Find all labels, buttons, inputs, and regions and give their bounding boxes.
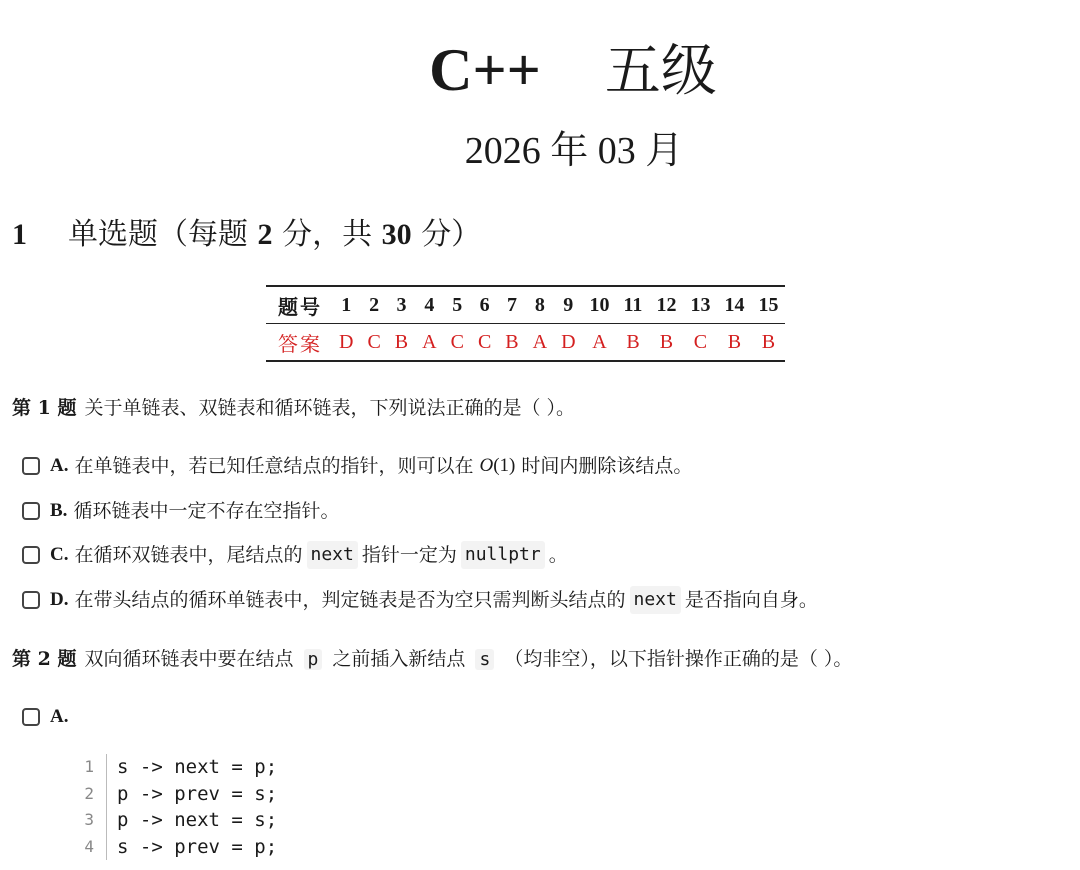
answer-cell: B: [717, 324, 751, 362]
question-1-label: 第 1 题: [12, 397, 77, 419]
question-number: 9: [554, 286, 582, 324]
code-text: p -> next = s;: [106, 807, 277, 834]
question-number: 13: [683, 286, 717, 324]
code-text: s -> prev = p;: [106, 834, 277, 861]
question-1-stem: [12, 394, 575, 422]
answer-cell: C: [683, 324, 717, 362]
checkbox[interactable]: [22, 502, 40, 520]
answer-cell: B: [751, 324, 785, 362]
answer-cell: A: [526, 324, 554, 362]
question-number: 10: [583, 286, 617, 324]
inline-code: s: [475, 649, 494, 670]
question-2-stem: 第 2 题 双向循环链表中要在结点 p 之前插入新结点 s （均非空），以下指针操作正确的是（ ）。: [12, 648, 853, 670]
code-line: [70, 781, 277, 808]
exam-language: C++: [429, 37, 541, 103]
question-number: 11: [617, 286, 650, 324]
code-text: s -> next = p;: [106, 754, 277, 781]
answer-cell: B: [649, 324, 683, 362]
question-number: 12: [649, 286, 683, 324]
question-number: 6: [471, 286, 498, 324]
question-number: 8: [526, 286, 554, 324]
answer-cell: D: [332, 324, 360, 362]
code-line: [70, 807, 277, 834]
code-text: p -> prev = s;: [106, 781, 277, 808]
answer-cell: A: [415, 324, 443, 362]
answer-cell: B: [498, 324, 525, 362]
section-number: 1: [12, 218, 27, 251]
answer-cell: A: [583, 324, 617, 362]
answer-table-answer-row: [266, 324, 785, 362]
q1-option-a[interactable]: A. 在单链表中，若已知任意结点的指针，则可以在 O (1) 时间内删除该结点。: [22, 452, 692, 480]
question-number: 5: [444, 286, 471, 324]
checkbox[interactable]: [22, 546, 40, 564]
line-number: 4: [84, 836, 94, 856]
answer-cell: B: [388, 324, 415, 362]
checkbox[interactable]: [22, 708, 40, 726]
code-block: [70, 754, 277, 860]
checkbox[interactable]: [22, 591, 40, 609]
q1-option-d[interactable]: D. 在带头结点的循环单链表中，判定链表是否为空只需判断头结点的 next 是否指向自身。: [22, 586, 818, 614]
question-number: 2: [360, 286, 387, 324]
answer-table-header-row: [266, 286, 785, 324]
question-1-text: 关于单链表、双链表和循环链表，下列说法正确的是（ ）。: [84, 397, 575, 419]
answer-cell: B: [617, 324, 650, 362]
answer-cell: C: [471, 324, 498, 362]
line-number: 1: [84, 757, 94, 776]
points-total: 30: [381, 218, 412, 251]
exam-date: 2026 年 03 月: [464, 130, 684, 172]
exam-level: 五级: [604, 39, 717, 104]
answer-key-table: [266, 285, 785, 362]
question-number: 7: [498, 286, 525, 324]
checkbox[interactable]: [22, 457, 40, 475]
answer-label: 答案: [266, 324, 332, 362]
question-number: 14: [717, 286, 751, 324]
question-number: 15: [751, 286, 785, 324]
answer-cell: D: [554, 324, 582, 362]
exam-title: [0, 32, 1080, 110]
line-number: 2: [84, 783, 94, 803]
question-2-label: 第 2 题: [12, 648, 77, 670]
code-line: [70, 754, 277, 781]
q1-option-b[interactable]: B. 循环链表中一定不存在空指针。: [22, 497, 339, 525]
question-number: 1: [332, 286, 360, 324]
q2-option-a[interactable]: A.: [22, 703, 74, 731]
inline-code: nullptr: [461, 541, 545, 569]
inline-code: p: [304, 649, 323, 670]
points-each: 2: [257, 218, 273, 251]
math-big-o: O: [479, 455, 494, 476]
answer-cell: C: [444, 324, 471, 362]
question-number: 4: [415, 286, 443, 324]
question-number-label: 题号: [266, 286, 332, 324]
inline-code: next: [307, 541, 358, 569]
inline-code: next: [630, 586, 681, 614]
q1-option-c[interactable]: C. 在循环双链表中，尾结点的 next 指针一定为 nullptr 。: [22, 541, 568, 569]
section-heading: 1 单选题（每题 2 分，共 30 分）: [12, 214, 481, 256]
line-number: 3: [84, 810, 94, 829]
answer-cell: C: [360, 324, 387, 362]
code-line: [70, 834, 277, 861]
question-number: 3: [388, 286, 415, 324]
